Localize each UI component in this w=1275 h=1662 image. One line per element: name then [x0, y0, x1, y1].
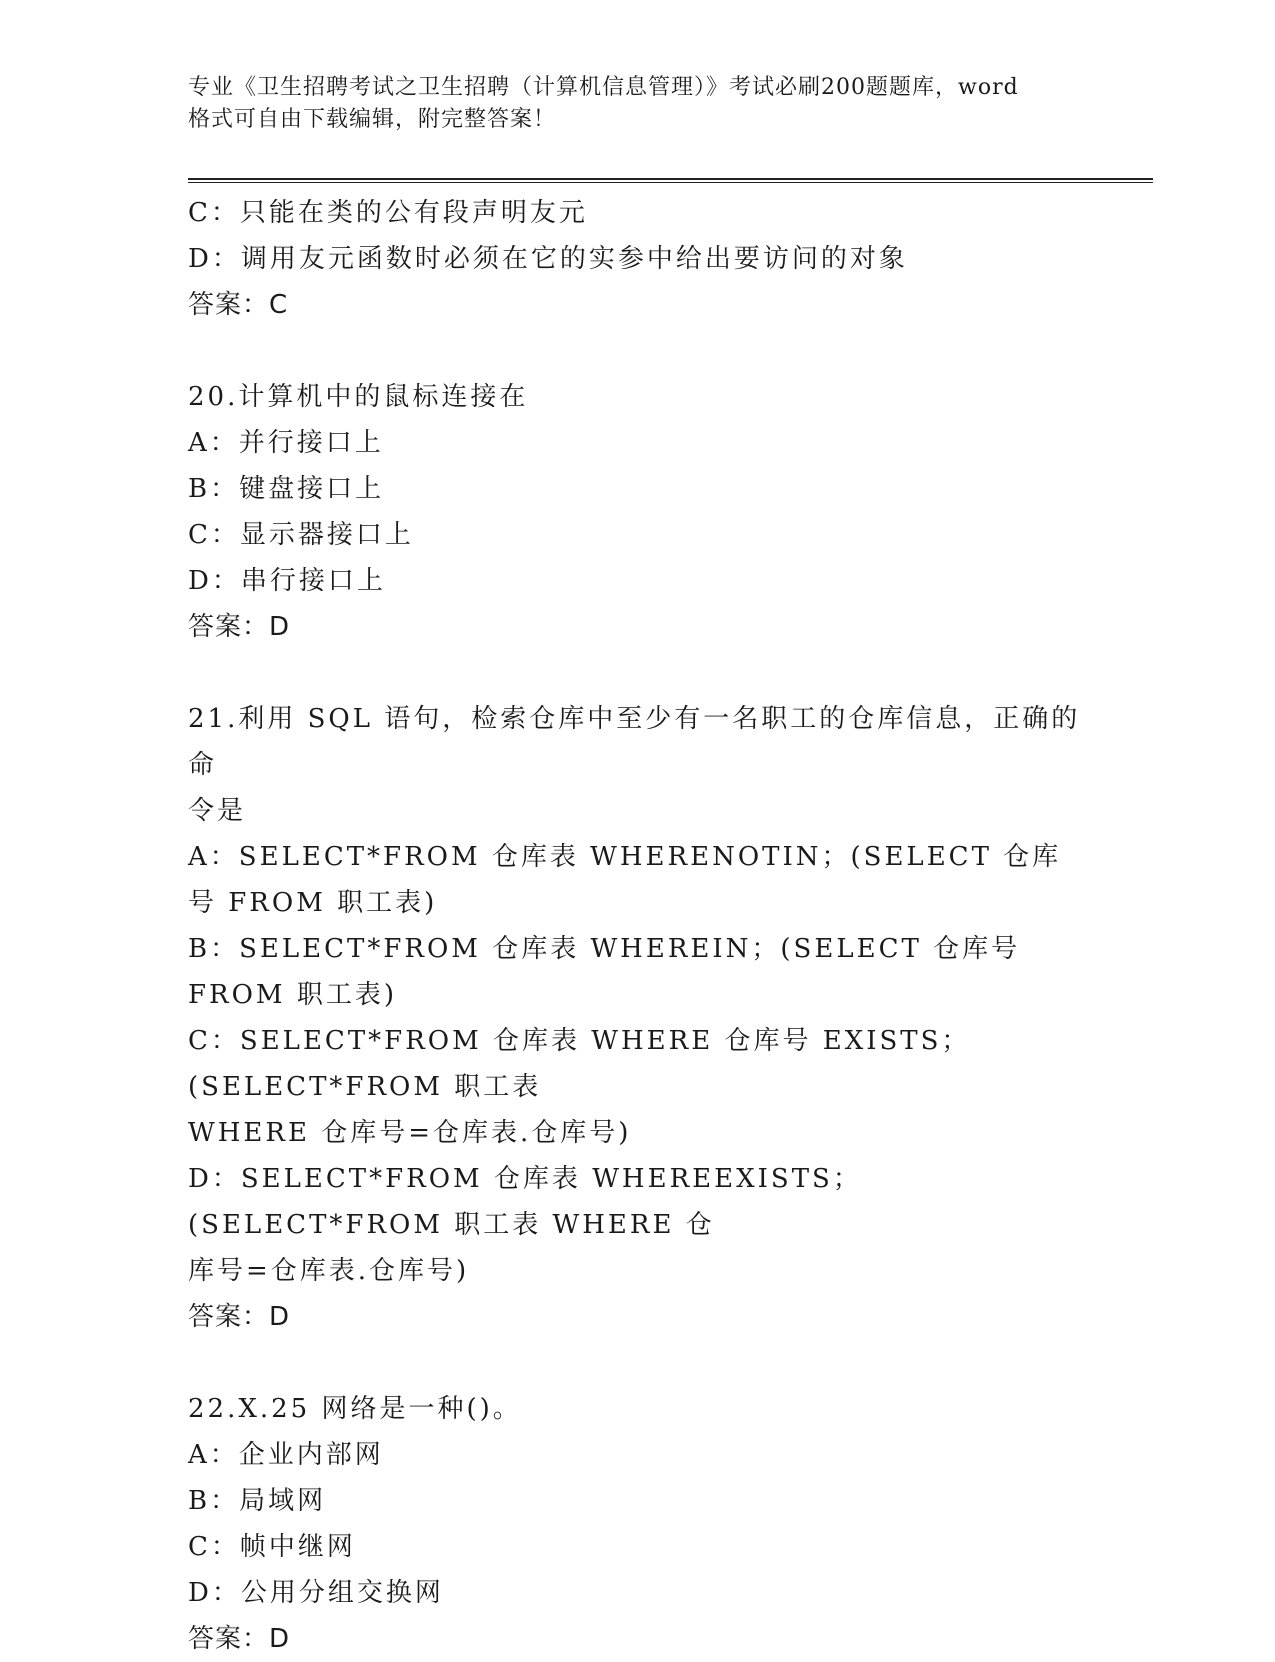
option-a: A：SELECT*FROM 仓库表 WHERENOTIN；(SELECT 仓库号 FROM 职工表) — [188, 842, 1062, 918]
question-22 — [188, 1386, 1088, 1662]
option-b: B：SELECT*FROM 仓库表 WHEREIN；(SELECT 仓库号 FROM 职工表) — [188, 934, 1021, 1010]
option-c-line-2: WHERE 仓库号=仓库表.仓库号) — [188, 1118, 632, 1148]
question-stem-line-2: 令是 — [188, 796, 247, 826]
question-stem-line-1: 21.利用 SQL 语句，检索仓库中至少有一名职工的仓库信息，正确的命 — [188, 704, 1081, 780]
option-d: D：调用友元函数时必须在它的实参中给出要访问的对象 — [188, 244, 908, 274]
question-20 — [188, 374, 1088, 650]
previous-question-tail — [188, 190, 1088, 328]
option-b: B：局域网 — [188, 1486, 327, 1516]
question-stem: 22.X.25 网络是一种()。 — [188, 1394, 522, 1424]
option-d-line-1: D：SELECT*FROM 仓库表 WHEREEXISTS；(SELECT*FROM 职工表 WHERE 仓 — [188, 1164, 862, 1240]
header-line-1: 专业《卫生招聘考试之卫生招聘（计算机信息管理）》考试必刷200题题库，word — [188, 75, 1019, 100]
question-21 — [188, 696, 1088, 1340]
answer: 答案：D — [188, 1302, 291, 1332]
option-c: C：只能在类的公有段声明友元 — [188, 198, 588, 228]
option-b: B：键盘接口上 — [188, 474, 385, 504]
option-c: C：帧中继网 — [188, 1532, 356, 1562]
option-d: D：公用分组交换网 — [188, 1578, 444, 1608]
question-stem: 20.计算机中的鼠标连接在 — [188, 382, 529, 412]
answer: 答案：D — [188, 1624, 291, 1654]
document-header — [188, 72, 1088, 136]
option-d-line-2: 库号=仓库表.仓库号) — [188, 1256, 470, 1286]
option-a: A：并行接口上 — [188, 428, 384, 458]
option-c-line-1: C：SELECT*FROM 仓库表 WHERE 仓库号 EXISTS；(SELECT*FROM 职工表 — [188, 1026, 971, 1102]
header-divider — [188, 178, 1153, 183]
document-body — [188, 190, 1088, 1662]
answer: 答案：D — [188, 612, 291, 642]
option-c: C：显示器接口上 — [188, 520, 414, 550]
header-line-2: 格式可自由下载编辑，附完整答案！ — [188, 107, 557, 132]
option-d: D：串行接口上 — [188, 566, 386, 596]
option-a: A：企业内部网 — [188, 1440, 384, 1470]
answer: 答案：C — [188, 290, 289, 320]
